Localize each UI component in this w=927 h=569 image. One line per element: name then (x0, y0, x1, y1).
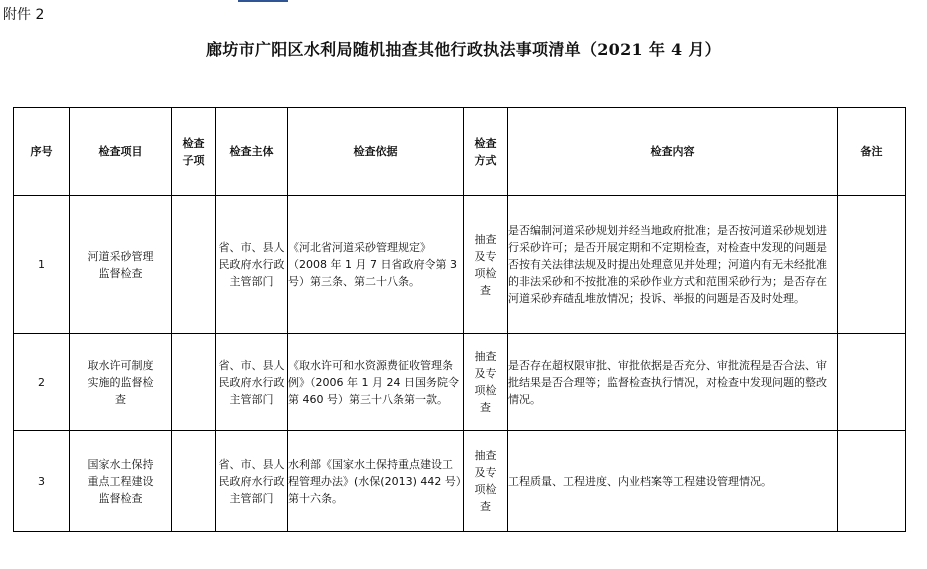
row-sub (172, 334, 216, 431)
table-row (14, 196, 906, 334)
row-content: 工程质量、工程进度、内业档案等工程建设管理情况。 (508, 431, 838, 532)
row-basis: 水利部《国家水土保持重点建设工程管理办法》(水保(2013) 442 号）第十六条。 (288, 431, 464, 532)
header-content: 检查内容 (508, 108, 838, 196)
row-content: 是否编制河道采砂规划并经当地政府批准；是否按河道采砂规划进行采砂许可；是否开展定期和不定期检查，对检查中发现的问题是否按有关法律法规及时提出处理意见并处理；河道内有无未经批准的非法采砂和不按批准的采砂作业方式和范围采砂行为；是否存在河道采砂弃碴乱堆放情况；投诉、举报的问题是否及时处理。 (508, 196, 838, 334)
row-item (70, 334, 172, 431)
header-item: 检查项目 (70, 108, 172, 196)
row-method-text: 抽查及专项检查 (474, 232, 497, 297)
row-method (464, 431, 508, 532)
row-item (70, 431, 172, 532)
row-item-text: 取水许可制度实施的监督检查 (87, 358, 154, 406)
row-method (464, 334, 508, 431)
header-row (14, 108, 906, 196)
row-basis: 《河北省河道采砂管理规定》（2008 年 1 月 7 日省政府令第 3 号）第三条、第二十八条。 (288, 196, 464, 334)
header-method (464, 108, 508, 196)
row-subject: 省、市、县人民政府水行政主管部门 (216, 431, 288, 532)
row-no: 1 (14, 196, 70, 334)
header-method-label: 检查方式 (474, 136, 497, 167)
row-method-text: 抽查及专项检查 (474, 350, 497, 414)
row-item-text: 国家水土保持重点工程建设监督检查 (87, 457, 154, 505)
document-title: 廊坊市广阳区水利局随机抽查其他行政执法事项清单（2021 年 4 月） (206, 40, 721, 59)
row-subject: 省、市、县人民政府水行政主管部门 (216, 334, 288, 431)
table-row (14, 334, 906, 431)
header-sub (172, 108, 216, 196)
header-subject: 检查主体 (216, 108, 288, 196)
row-remark (838, 431, 906, 532)
row-item-text: 河道采砂管理监督检查 (87, 249, 154, 280)
top-accent-line (238, 0, 288, 2)
row-method-text: 抽查及专项检查 (474, 449, 497, 513)
row-no: 2 (14, 334, 70, 431)
row-method (464, 196, 508, 334)
row-content: 是否存在超权限审批、审批依据是否充分、审批流程是否合法、审批结果是否合理等；监督检查执行情况，对检查中发现问题的整改情况。 (508, 334, 838, 431)
table-row (14, 431, 906, 532)
row-sub (172, 431, 216, 532)
row-sub (172, 196, 216, 334)
row-basis: 《取水许可和水资源费征收管理条例》（2006 年 1 月 24 日国务院令第 460 号）第三十八条第一款。 (288, 334, 464, 431)
row-item (70, 196, 172, 334)
header-no: 序号 (14, 108, 70, 196)
row-subject: 省、市、县人民政府水行政主管部门 (216, 196, 288, 334)
inspection-table (13, 107, 906, 532)
header-sub-label: 检查子项 (182, 136, 205, 167)
header-remark: 备注 (838, 108, 906, 196)
row-no: 3 (14, 431, 70, 532)
header-basis: 检查依据 (288, 108, 464, 196)
attachment-label: 附件 2 (3, 7, 45, 23)
row-remark (838, 334, 906, 431)
row-remark (838, 196, 906, 334)
